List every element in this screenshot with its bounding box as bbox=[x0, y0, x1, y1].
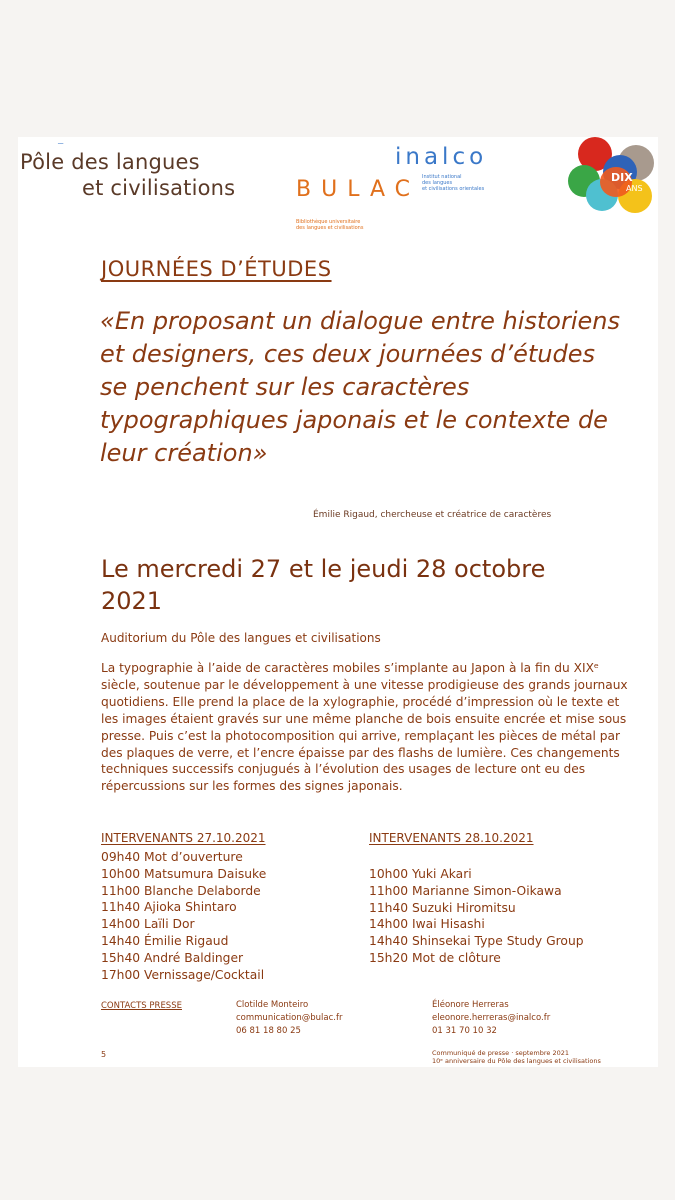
contact-email[interactable]: communication@bulac.fr bbox=[236, 1013, 343, 1023]
schedule-item: 17h00 Vernissage/Cocktail bbox=[101, 967, 265, 982]
day2-title: INTERVENANTS 28.10.2021 bbox=[369, 831, 534, 845]
quote: «En proposant un dialogue entre historiens et designers, ces deux journées d’études se penchent sur les caractères typographiques japonais et le contexte de leur création» bbox=[100, 307, 620, 467]
schedule-item: 14h40 Émilie Rigaud bbox=[101, 933, 229, 948]
contact-name: Clotilde Monteiro bbox=[236, 1000, 309, 1010]
dix-label: DIX bbox=[611, 171, 633, 184]
event-date: Le mercredi 27 et le jeudi 28 octobre 2021 bbox=[101, 555, 546, 615]
contact-name: Éléonore Herreras bbox=[432, 1000, 509, 1010]
schedule-item: 10h00 Yuki Akari bbox=[369, 867, 472, 881]
contact-inalco bbox=[432, 999, 550, 1038]
contact-phone: 01 31 70 10 32 bbox=[432, 1026, 497, 1036]
schedule-item: 15h40 André Baldinger bbox=[101, 950, 244, 965]
contact-email[interactable]: eleonore.herreras@inalco.fr bbox=[432, 1013, 551, 1023]
page-heading: JOURNÉES D’ÉTUDES bbox=[101, 257, 332, 281]
schedule-item: 14h40 Shinsekai Type Study Group bbox=[369, 934, 584, 949]
page-number: 5 bbox=[101, 1050, 107, 1059]
quote-author: Émilie Rigaud, chercheuse et créatrice de caractères bbox=[313, 510, 552, 520]
contact-bulac bbox=[236, 999, 342, 1038]
inalco-logo: inalco bbox=[395, 144, 488, 170]
contact-phone: 06 81 18 80 25 bbox=[236, 1026, 301, 1036]
decorative-script-label: ـــ bbox=[58, 139, 64, 146]
schedule-item: 09h40 Mot d’ouverture bbox=[101, 850, 243, 864]
schedule-item: 11h00 Marianne Simon-Oikawa bbox=[369, 883, 562, 898]
footer-note: Communiqué de presse · septembre 2021 10ᵉ anniversaire du Pôle des langues et civilisations bbox=[432, 1049, 601, 1065]
bulac-logo: BULAC bbox=[296, 177, 420, 202]
schedule-item: 14h00 Laïli Dor bbox=[101, 917, 195, 932]
event-venue: Auditorium du Pôle des langues et civilisations bbox=[101, 631, 381, 645]
day1-schedule bbox=[101, 849, 266, 983]
day2-schedule bbox=[369, 866, 584, 967]
schedule-item: 10h00 Matsumura Daisuke bbox=[101, 866, 267, 881]
pole-line-1: Pôle des langues bbox=[20, 150, 200, 174]
schedule-item: 11h00 Blanche Delaborde bbox=[101, 883, 261, 898]
pole-logo-text bbox=[20, 149, 235, 201]
press-release-page bbox=[18, 137, 658, 1067]
contacts-label: CONTACTS PRESSE bbox=[101, 1001, 182, 1011]
ans-label: ANS bbox=[626, 184, 643, 193]
schedule-item: 15h20 Mot de clôture bbox=[369, 950, 501, 965]
day1-title: INTERVENANTS 27.10.2021 bbox=[101, 831, 266, 845]
schedule-item: 11h40 Suzuki Hiromitsu bbox=[369, 900, 516, 915]
description-paragraph: La typographie à l’aide de caractères mobiles s’implante au Japon à la fin du XIXᵉ siècle, soutenue par le développement à une vitesse prodigieuse des grands journaux quotidiens. Elle prend la place de la xylographie, procédé d’impression où le texte et les images étaient gravés sur une même planche de bois ensuite encrée et mise sous presse. Puis c’est la photocomposition qui arrive, remplaçant les pièces de métal par des plaques de verre, et l’encre épaisse par des flashs de lumière. Ces changements techniques successifs conjugués à l’évolution des usages de lecture ont eu des répercussions sur les formes des signes japonais. bbox=[101, 661, 628, 794]
schedule-item: 14h00 Iwai Hisashi bbox=[369, 917, 485, 932]
pole-line-2: et civilisations bbox=[82, 176, 236, 200]
inalco-subtitle: Institut national des langues et civilisations orientales bbox=[422, 174, 485, 192]
schedule-item: 11h40 Ajioka Shintaro bbox=[101, 900, 237, 915]
bulac-subtitle: Bibliothèque universitaire des langues et civilisations bbox=[296, 219, 364, 231]
